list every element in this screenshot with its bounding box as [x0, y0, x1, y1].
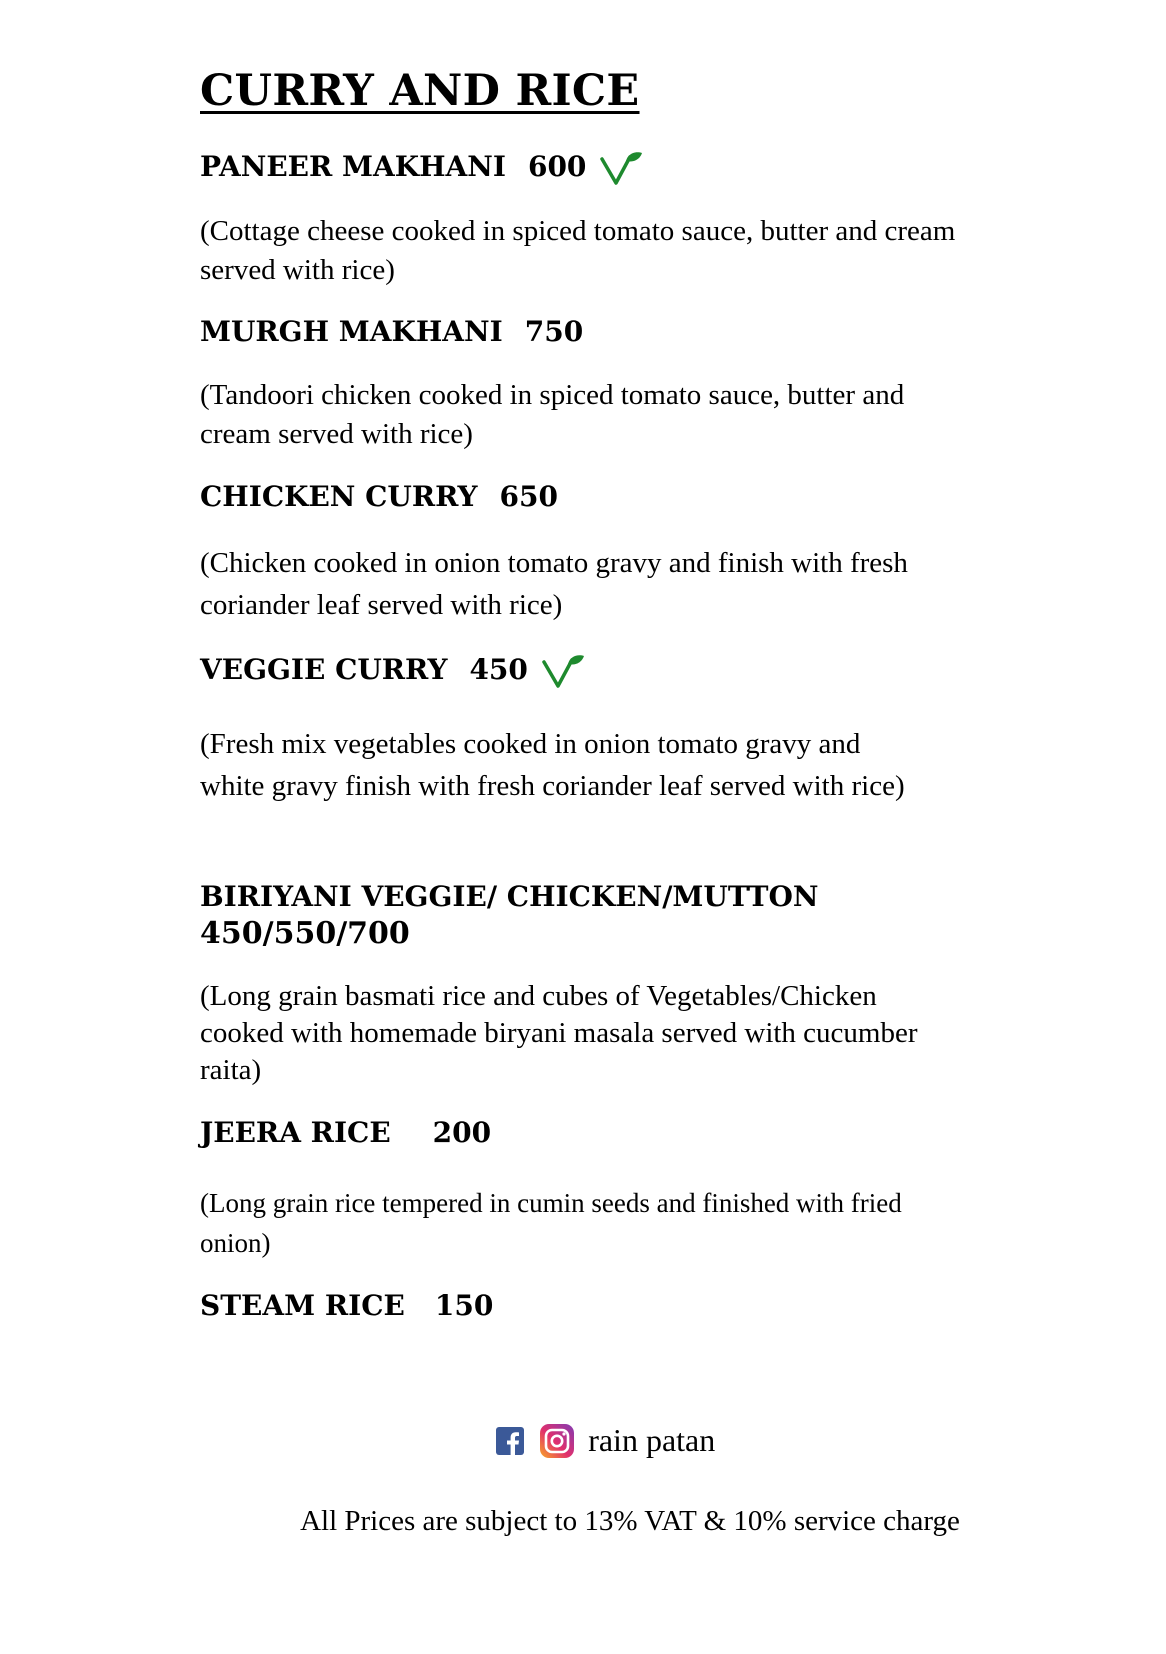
- footer-note: All Prices are subject to 13% VAT & 10% service charge: [300, 1505, 960, 1537]
- menu-item-name: PANEER MAKHANI 600: [200, 150, 644, 187]
- menu-item-description: (Long grain rice tempered in cumin seeds and finished with fried onion): [200, 1188, 902, 1258]
- menu-item-price: 200: [432, 1116, 492, 1149]
- menu-item-price: 650: [499, 480, 558, 513]
- facebook-icon[interactable]: [496, 1427, 524, 1455]
- menu-item-name: STEAM RICE 150: [200, 1289, 494, 1322]
- menu-item-price: 750: [524, 315, 584, 348]
- instagram-icon[interactable]: [539, 1423, 575, 1459]
- menu-item-price: 450: [469, 653, 528, 686]
- menu-item-description: (Fresh mix vegetables cooked in onion tomato gravy and white gravy finish with fresh coriander leaf served with rice): [200, 728, 905, 802]
- menu-item-description: (Chicken cooked in onion tomato gravy and finish with fresh coriander leaf served with rice): [200, 547, 908, 621]
- menu-item-description: (Cottage cheese cooked in spiced tomato sauce, butter and cream served with rice): [200, 215, 956, 286]
- menu-item-name: JEERA RICE 200: [200, 1116, 492, 1149]
- social-links: [496, 1422, 715, 1466]
- menu-item-description: (Long grain basmati rice and cubes of Vegetables/Chicken cooked with homemade biryani masala served with cucumber raita): [200, 980, 918, 1086]
- social-handle: rain patan: [588, 1422, 716, 1458]
- menu-item-description: (Tandoori chicken cooked in spiced tomato sauce, butter and cream served with rice): [200, 379, 905, 450]
- menu-item-name: VEGGIE CURRY 450: [200, 653, 586, 690]
- menu-item-price: 600: [527, 150, 587, 183]
- page-title: CURRY AND RICE: [200, 66, 640, 116]
- menu-item-name: MURGH MAKHANI 750: [200, 315, 584, 348]
- menu-item-price: 150: [434, 1289, 494, 1322]
- veg-leaf-icon: [542, 654, 586, 690]
- menu-item-name: CHICKEN CURRY 650: [200, 480, 558, 513]
- veg-leaf-icon: [600, 151, 644, 187]
- menu-item-price: 450/550/700: [200, 916, 410, 951]
- menu-item-name: BIRIYANI VEGGIE/ CHICKEN/MUTTON 450/550/700: [200, 880, 819, 951]
